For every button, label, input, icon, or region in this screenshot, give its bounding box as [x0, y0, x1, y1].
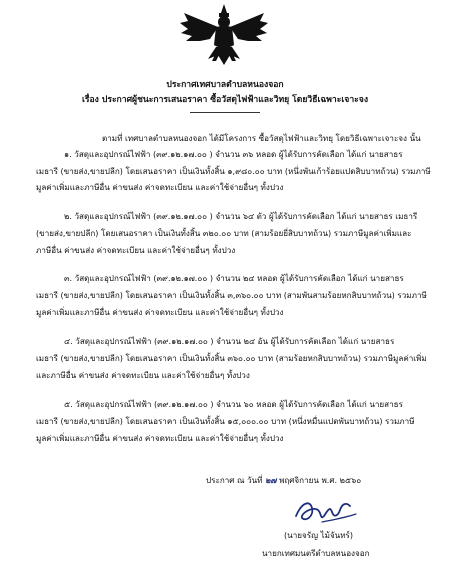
- signer-name: (นายจรัญ ไม้จันทร์): [284, 530, 354, 540]
- item-5-line-3: มูลค่าเพิ่มและภาษีอื่น ค่าขนส่ง ค่าจดทะเบียน และค่าใช้จ่ายอื่นๆ ทั้งปวง: [36, 433, 284, 443]
- item-3-line-1: ๓. วัสดุและอุปกรณ์ไฟฟ้า (๓๙.๑๒.๑๗.๐๐ ) จำนวน ๒๔ หลอด ผู้ได้รับการคัดเลือก ได้แก่ นายสาธร: [64, 273, 404, 283]
- item-2-line-3: ภาษีอื่น ค่าขนส่ง ค่าจดทะเบียน และค่าใช้จ่ายอื่นๆ ทั้งปวง: [36, 245, 236, 255]
- signer-title: นายกเทศมนตรีตำบลหนองจอก: [262, 548, 370, 558]
- announcement-date: [206, 475, 361, 485]
- signature-icon: [292, 496, 362, 526]
- item-2-line-2: (ขายส่ง,ขายปลีก) โดยเสนอราคา เป็นเงินทั้งสิ้น ๓๒๐.๐๐ บาท (สามร้อยยี่สิบบาทถ้วน) รวมภาษีมูลค่าเพิ่มและ: [36, 228, 412, 238]
- garuda-emblem-icon: [178, 3, 270, 69]
- handwritten-day: ๒๗: [265, 475, 277, 485]
- item-4-line-2: เมธารี (ขายส่ง,ขายปลีก) โดยเสนอราคา เป็นเงินทั้งสิ้น ๓๖๐.๐๐ บาท (สามร้อยหกสิบบาทถ้วน) รวมภาษีมูลค่าเพิ่ม: [36, 353, 427, 363]
- announce-suffix: พฤศจิกายน พ.ศ. ๒๕๖๐: [279, 475, 362, 485]
- item-3-line-3: มูลค่าเพิ่มและภาษีอื่น ค่าขนส่ง ค่าจดทะเบียน และค่าใช้จ่ายอื่นๆ ทั้งปวง: [36, 307, 284, 317]
- item-4-line-1: ๔. วัสดุและอุปกรณ์ไฟฟ้า (๓๙.๑๒.๑๗.๐๐ ) จำนวน ๒๔ อัน ผู้ได้รับการคัดเลือก ได้แก่ นายสาธร: [64, 336, 395, 346]
- item-4-line-3: และภาษีอื่น ค่าขนส่ง ค่าจดทะเบียน และค่าใช้จ่ายอื่นๆ ทั้งปวง: [36, 370, 250, 380]
- item-3-line-2: เมธารี (ขายส่ง,ขายปลีก) โดยเสนอราคา เป็นเงินทั้งสิ้น ๓,๓๖๐.๐๐ บาท (สามพันสามร้อยหกสิบบาทถ้วน) รวมภาษี: [36, 290, 427, 300]
- item-1-line-1: ๑. วัสดุและอุปกรณ์ไฟฟ้า (๓๙.๑๒.๑๗.๐๐ ) จำนวน ๓๖ หลอด ผู้ได้รับการคัดเลือก ได้แก่ นายสาธร: [64, 149, 403, 159]
- intro-paragraph: ตามที่ เทศบาลตำบลหนองจอก ได้มีโครงการ ซื้อวัสดุไฟฟ้าและวิทยุ โดยวิธีเฉพาะเจาะจง นั้น: [102, 133, 421, 143]
- item-1-line-3: มูลค่าเพิ่มและภาษีอื่น ค่าขนส่ง ค่าจดทะเบียน และค่าใช้จ่ายอื่นๆ ทั้งปวง: [36, 182, 284, 192]
- item-5-line-1: ๕. วัสดุและอุปกรณ์ไฟฟ้า (๓๙.๑๒.๑๗.๐๐ ) จำนวน ๖๐ หลอด ผู้ได้รับการคัดเลือก ได้แก่ นายสาธร: [64, 399, 403, 409]
- title-divider: [190, 112, 260, 113]
- document-subject: เรื่อง ประกาศผู้ชนะการเสนอราคา ซื้อวัสดุไฟฟ้าและวิทยุ โดยวิธีเฉพาะเจาะจง: [81, 95, 369, 105]
- document-org-title: ประกาศเทศบาลตำบลหนองจอก: [166, 80, 284, 90]
- announce-prefix: ประกาศ ณ วันที่: [206, 475, 263, 485]
- item-1-line-2: เมธารี (ขายส่ง,ขายปลีก) โดยเสนอราคา เป็นเงินทั้งสิ้น ๑,๙๘๐.๐๐ บาท (หนึ่งพันเก้าร้อยแปดสิบบาทถ้วน) รวมภาษี: [36, 166, 431, 176]
- item-2-line-1: ๒. วัสดุและอุปกรณ์ไฟฟ้า (๓๙.๑๒.๑๗.๐๐ ) จำนวน ๖๔ ตัว ผู้ได้รับการคัดเลือก ได้แก่ นายสาธร เมธารี: [64, 211, 418, 221]
- item-5-line-2: เมธารี (ขายส่ง,ขายปลีก) โดยเสนอราคา เป็นเงินทั้งสิ้น ๑๕,๐๐๐.๐๐ บาท (หนึ่งหมื่นแปดพันบาทถ้วน) รวมภาษี: [36, 416, 415, 426]
